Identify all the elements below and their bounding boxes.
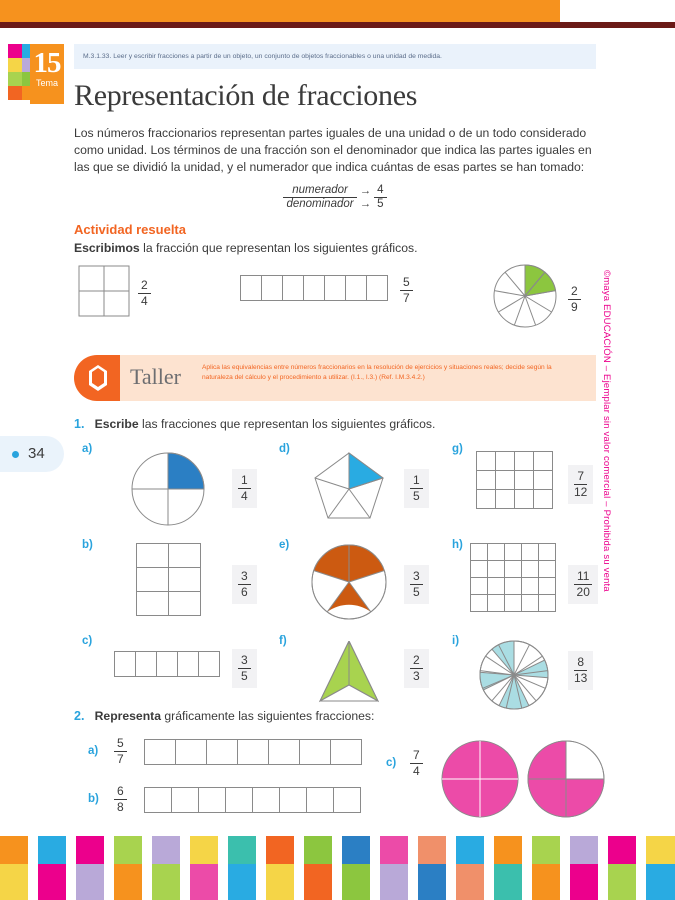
answer-fraction-g xyxy=(568,465,593,504)
example-squares-2-4 xyxy=(78,265,130,317)
fraction-numerator: 3 xyxy=(410,570,423,585)
shape-circle-full-4-4 xyxy=(440,739,520,819)
fraction-numerator: 2 xyxy=(410,654,423,669)
fraction-denominator: 5 xyxy=(413,585,420,600)
fraction-numerator: 5 xyxy=(114,737,127,752)
exercise1-rest: las fracciones que representan los siguientes gráficos. xyxy=(138,417,436,431)
exercise2-number: 2. xyxy=(74,709,85,724)
shape-circle-fifths xyxy=(310,543,388,621)
example-bar-5-7 xyxy=(240,275,390,301)
shape-squares-2x3 xyxy=(136,543,206,619)
shape-bar-8 xyxy=(144,787,362,813)
fraction-numerator: 7 xyxy=(410,749,423,764)
shape-pentagon xyxy=(310,451,388,523)
fraction-denominator: 20 xyxy=(576,585,590,600)
fraction-numerator: 1 xyxy=(410,474,423,489)
fraction-numerator: 5 xyxy=(400,276,413,291)
shape-bar-5 xyxy=(114,651,224,677)
top-dark-bar-right xyxy=(560,22,675,28)
fraction-numerator: 2 xyxy=(568,285,581,300)
activity-instruction xyxy=(74,241,596,255)
page-tab-dot xyxy=(12,451,19,458)
target-fraction-a xyxy=(114,737,127,766)
tema-number: 15 xyxy=(33,47,61,79)
pencil-icon xyxy=(88,365,108,391)
activity-instruction-rest: la fracción que representan los siguientes gráficos. xyxy=(139,241,418,255)
footer-color-chips xyxy=(0,836,675,900)
fraction-definition xyxy=(74,184,596,210)
example-fraction-2-4 xyxy=(138,279,151,308)
fraction-numerator: 1 xyxy=(238,474,251,489)
tema-badge xyxy=(30,44,64,104)
item-label-f: f) xyxy=(279,635,287,648)
exercise2-grid xyxy=(74,735,596,841)
answer-fraction-d xyxy=(404,469,429,508)
numerator-label: numerador xyxy=(283,184,356,198)
fraction-denominator: 4 xyxy=(413,764,420,779)
taller-text: Aplica las equivalencias entre números fraccionarios en la resolución de ejercicios y situaciones reales; decide según la naturaleza del cálculo y el procedimiento a utilizar. (I.1., I.3.) (Ref. I.M.3.4.2.) xyxy=(202,364,552,381)
numerator-arrow: → xyxy=(359,184,372,197)
fraction-denominator: 5 xyxy=(241,669,248,684)
tema-label: Tema xyxy=(35,78,58,88)
answer-fraction-c xyxy=(232,649,257,688)
answer-fraction-f xyxy=(404,649,429,688)
fraction-denominator: 3 xyxy=(413,669,420,684)
fraction-denominator: 4 xyxy=(141,294,148,308)
objective-banner: M.3.1.33. Leer y escribir fracciones a partir de un objeto, un conjunto de objetos fraccionables o una unidad de medida. xyxy=(74,44,596,69)
intro-paragraph: Los números fraccionarios representan partes iguales de una unidad o de un todo considerado como unidad. Los términos de una fracción son el denominador que indica las partes iguales en las que se dividió la unidad, y el numerador que indica cuántas de esas partes se han tomado: xyxy=(74,126,592,174)
page-number: 34 xyxy=(28,445,45,462)
answer-fraction-h xyxy=(568,565,598,604)
denominator-value: 5 xyxy=(377,198,384,210)
fraction-denominator: 12 xyxy=(574,485,588,500)
answer-fraction-b xyxy=(232,565,257,604)
page-number-tab xyxy=(0,436,64,472)
fraction-numerator: 3 xyxy=(238,570,251,585)
item-label-i: i) xyxy=(452,635,460,648)
numerator-value: 4 xyxy=(374,184,386,198)
item2-label-c: c) xyxy=(386,757,397,770)
item-label-g: g) xyxy=(452,443,463,456)
activity-instruction-bold: Escribimos xyxy=(74,241,140,255)
shape-grid-4x5 xyxy=(470,543,562,619)
fraction-denominator: 6 xyxy=(241,585,248,600)
exercise1-grid xyxy=(74,443,596,705)
shape-circle-three-quarters xyxy=(526,739,606,819)
answer-fraction-e xyxy=(404,565,429,604)
item-label-e: e) xyxy=(279,539,290,552)
item2-label-a: a) xyxy=(88,745,99,758)
taller-banner xyxy=(74,355,596,401)
item-label-h: h) xyxy=(452,539,463,552)
exercise2-rest: gráficamente las siguientes fracciones: xyxy=(161,709,375,724)
fraction-denominator: 9 xyxy=(571,300,578,314)
fraction-numerator: 3 xyxy=(238,654,251,669)
answer-fraction-a xyxy=(232,469,257,508)
fraction-numerator: 6 xyxy=(114,785,127,800)
target-fraction-c xyxy=(410,749,423,778)
fraction-denominator: 8 xyxy=(117,800,124,815)
fraction-numerator: 8 xyxy=(574,656,587,671)
shape-grid-3x4 xyxy=(476,451,556,511)
answer-fraction-i xyxy=(568,651,593,690)
fraction-denominator: 5 xyxy=(413,489,420,504)
example-fraction-5-7 xyxy=(400,276,413,305)
denominator-label: denominador xyxy=(286,198,354,210)
page-content xyxy=(74,44,596,841)
fraction-denominator: 7 xyxy=(117,752,124,767)
fraction-denominator: 4 xyxy=(241,489,248,504)
denominator-arrow: → xyxy=(359,197,372,210)
taller-label: Taller xyxy=(130,364,181,389)
exercise1-heading xyxy=(74,417,596,431)
item-label-c: c) xyxy=(82,635,93,648)
exercise1-bold: Escribe xyxy=(94,417,139,431)
shape-triangle-thirds xyxy=(318,641,380,703)
exercise2-bold: Representa xyxy=(94,709,161,724)
page-title: Representación de fracciones xyxy=(74,79,418,112)
target-fraction-b xyxy=(114,785,127,814)
exercise1-number: 1. xyxy=(74,417,85,431)
activity-heading: Actividad resuelta xyxy=(74,222,186,237)
top-white-notch xyxy=(560,0,675,22)
item2-label-b: b) xyxy=(88,793,99,806)
fraction-denominator: 13 xyxy=(574,671,588,686)
fraction-numerator: 2 xyxy=(138,279,151,294)
example-fraction-2-9 xyxy=(568,285,581,314)
side-copyright-note: ©maya EDUCACIÓN – Ejemplar sin valor comercial – Prohibida su venta xyxy=(601,270,612,592)
solved-examples xyxy=(74,263,596,341)
item-label-b: b) xyxy=(82,539,93,552)
fraction-numerator: 11 xyxy=(574,570,592,585)
exercise2-heading xyxy=(74,709,596,723)
shape-circle-quarters xyxy=(130,451,206,527)
item-label-d: d) xyxy=(279,443,290,456)
item-label-a: a) xyxy=(82,443,93,456)
fraction-numerator: 7 xyxy=(574,470,587,485)
shape-bar-7 xyxy=(144,739,362,765)
example-circle-2-9 xyxy=(492,263,558,329)
shape-circle-thirteenths xyxy=(478,639,550,711)
fraction-denominator: 7 xyxy=(403,291,410,305)
